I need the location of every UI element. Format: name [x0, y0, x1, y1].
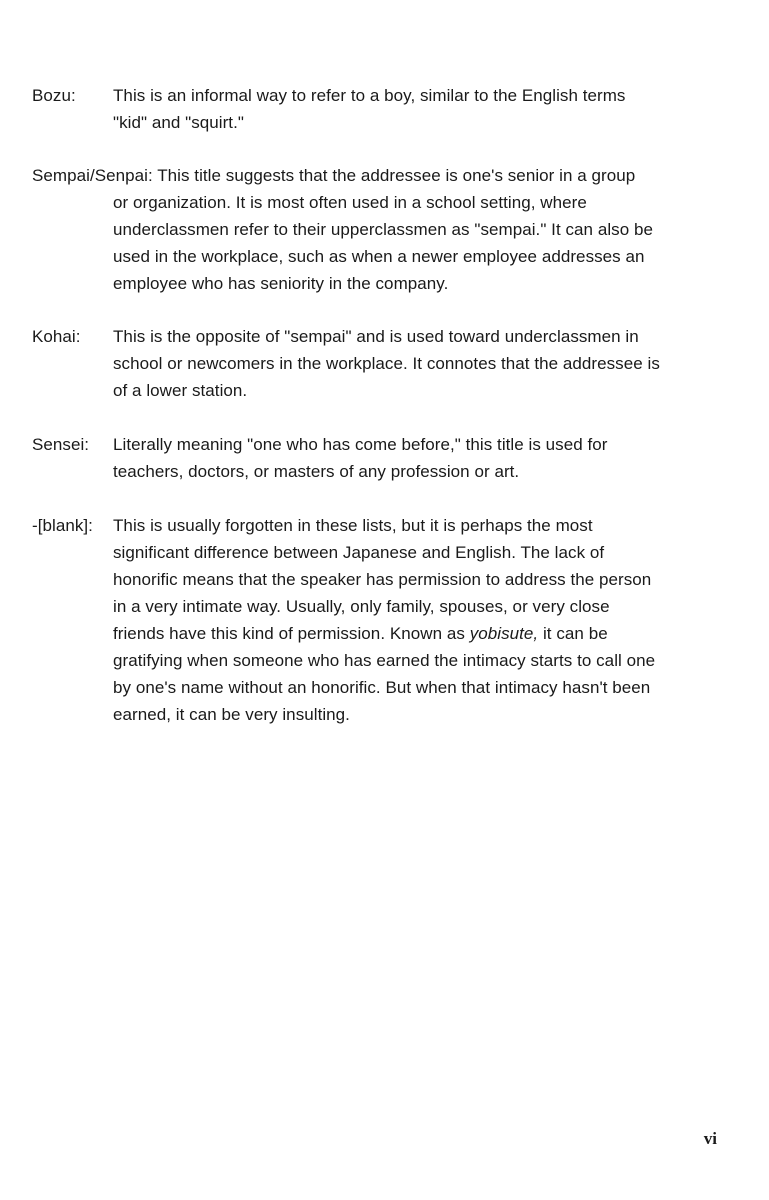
glossary-definition: [113, 82, 712, 136]
definition-line: teachers, doctors, or masters of any profession or art.: [113, 462, 520, 481]
glossary-definition: [113, 323, 712, 404]
glossary-entry-bozu: [32, 82, 712, 136]
glossary-definition: [113, 431, 712, 485]
glossary-term: Sempai/Senpai:: [32, 166, 153, 185]
glossary-definition: [32, 189, 722, 297]
glossary-term: -[blank]:: [32, 516, 93, 535]
glossary-term: Sensei:: [32, 435, 90, 454]
glossary-term: Bozu:: [32, 86, 76, 105]
definition-line: This is usually forgotten in these lists, but it is perhaps the most: [113, 516, 593, 535]
definition-line: significant difference between Japanese and English. The lack of: [113, 543, 605, 562]
definition-line: employee who has seniority in the company.: [113, 274, 449, 293]
definition-line: "kid" and "squirt.": [113, 113, 244, 132]
definition-line: by one's name without an honorific. But when that intimacy hasn't been: [113, 678, 651, 697]
definition-line: or organization. It is most often used in a school setting, where: [113, 193, 587, 212]
glossary-entry-blank: [32, 512, 712, 728]
glossary-entry-sempai: [32, 162, 722, 297]
definition-line: Literally meaning "one who has come before," this title is used for: [113, 435, 608, 454]
definition-line: [113, 620, 712, 647]
definition-line: school or newcomers in the workplace. It connotes that the addressee is: [113, 354, 660, 373]
definition-line: gratifying when someone who has earned the intimacy starts to call one: [113, 651, 656, 670]
definition-line: earned, it can be very insulting.: [113, 705, 350, 724]
glossary-entry-kohai: [32, 323, 712, 404]
glossary-first-line: [32, 162, 722, 189]
glossary-definition: [113, 512, 712, 728]
definition-text: friends have this kind of permission. Known as: [113, 624, 465, 643]
glossary-term: Kohai:: [32, 327, 81, 346]
emphasized-term: yobisute,: [469, 624, 539, 643]
definition-line: This title suggests that the addressee is one's senior in a group: [157, 166, 636, 185]
page-number: vi: [703, 1129, 717, 1148]
definition-line: honorific means that the speaker has permission to address the person: [113, 570, 652, 589]
definition-text: it can be: [542, 624, 608, 643]
definition-line: of a lower station.: [113, 381, 248, 400]
definition-line: This is an informal way to refer to a boy, similar to the English terms: [113, 86, 626, 105]
definition-line: This is the opposite of "sempai" and is used toward underclassmen in: [113, 327, 639, 346]
definition-line: in a very intimate way. Usually, only family, spouses, or very close: [113, 597, 610, 616]
glossary-entry-sensei: [32, 431, 712, 485]
definition-line: used in the workplace, such as when a newer employee addresses an: [113, 247, 645, 266]
definition-line: underclassmen refer to their upperclassmen as "sempai." It can also be: [113, 220, 653, 239]
